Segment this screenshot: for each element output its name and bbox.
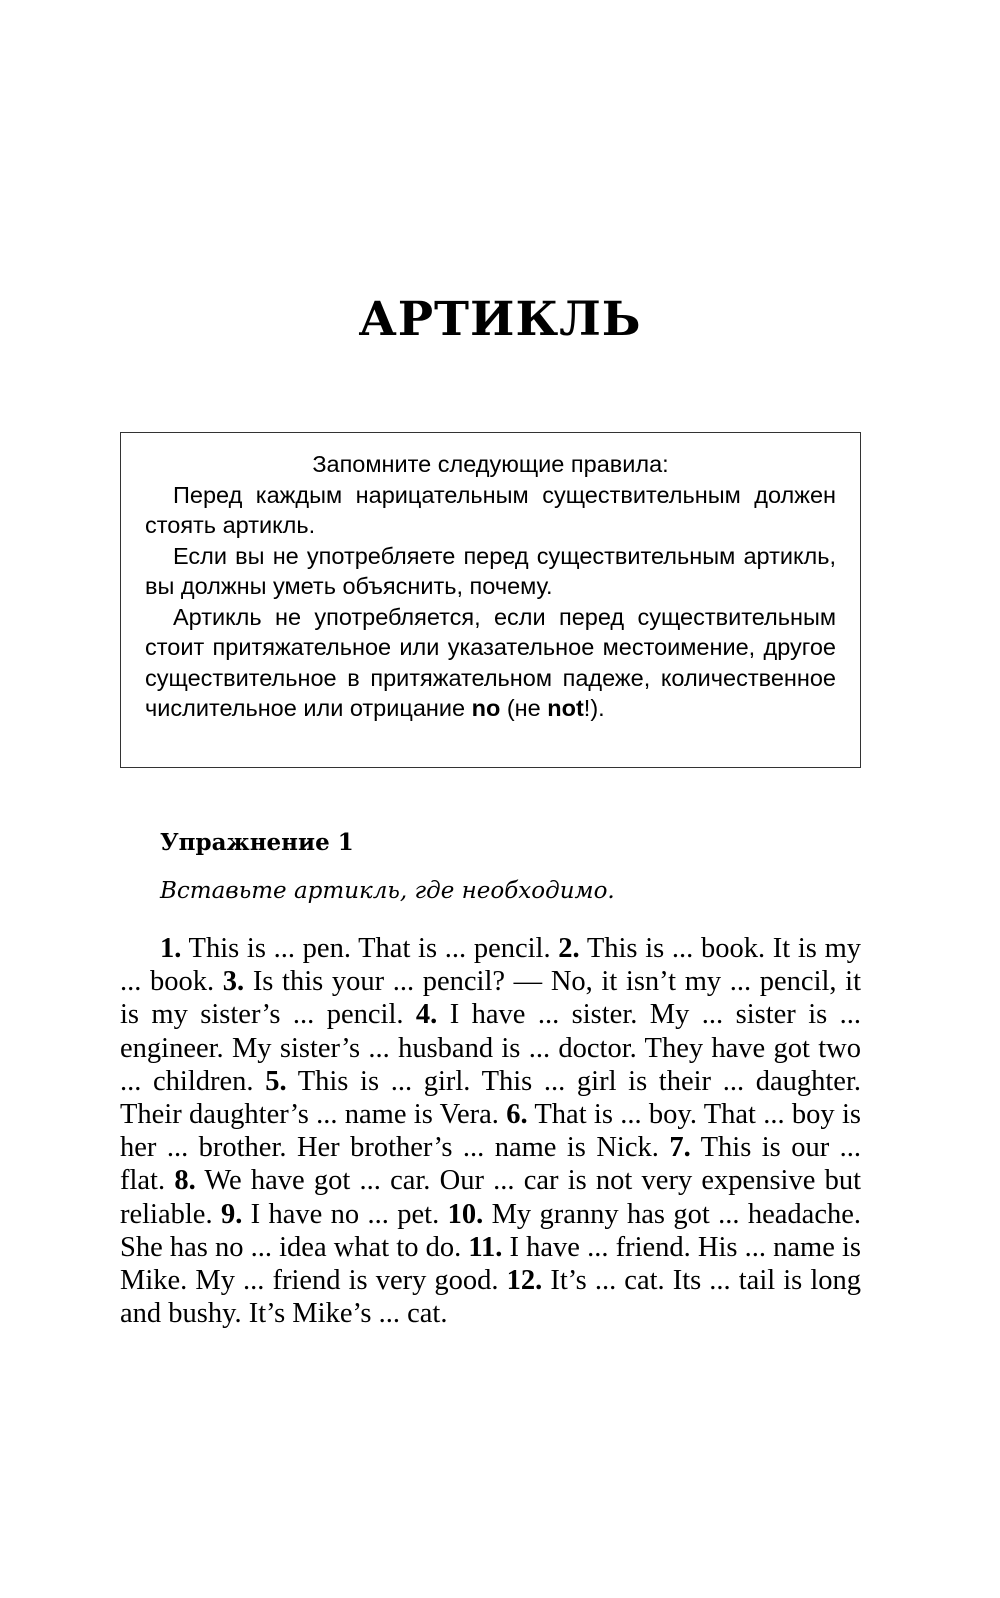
exercise-item-text: I have ... friend. His ... name is Mike. My ... friend is very good. (120, 1231, 861, 1297)
exercise-item-text: We have got ... car. Our ... car is not very expensive but reliable. (120, 1165, 861, 1230)
exercise-item-number: 4. (415, 999, 438, 1031)
exercise-item-number: 3. (222, 966, 245, 998)
rule-1: Перед каждым нарицательным существительным должен стоять артикль. (145, 481, 836, 538)
rule-3-text: Артикль не употребляется, если перед существительным стоит притяжательное или указательное местоимение, другое существительное в притяжательном падеже, количественное числительное или отрицание (145, 603, 836, 721)
exercise-item-number: 6. (506, 1099, 528, 1131)
rule-3 (145, 602, 836, 724)
exercise-item-number: 8. (174, 1165, 196, 1197)
chapter-title: АРТИКЛЬ (358, 292, 642, 347)
exercise-item-number: 12. (506, 1265, 543, 1297)
exercise-item-number: 7. (669, 1132, 691, 1164)
exercise-item-text: It’s ... cat. Its ... tail is long and bushy. It’s Mike’s ... cat. (120, 1265, 861, 1330)
exercise-item-number: 1. (160, 933, 182, 964)
exercise-item-number: 2. (558, 933, 580, 964)
exercise-item-number: 5. (265, 1065, 287, 1097)
rule-3-close: !). (583, 695, 605, 721)
rules-heading: Запомните следующие правила: (312, 451, 669, 477)
rule-3-open: (не (500, 695, 548, 721)
exercise-item-text: I have no ... pet. (242, 1198, 448, 1230)
exercise-item-text: I have ... sister. My ... sister is ... engineer. My sister’s ... husband is ... doctor. They have got two ... children. (120, 999, 861, 1097)
exercise-item-number: 10. (447, 1198, 484, 1230)
exercise-body (120, 932, 861, 1330)
exercise-title: Упражнение 1 (160, 829, 354, 856)
rule-3-no: no (471, 695, 501, 721)
exercise-item-text: Is this your ... pencil? — No, it isn’t my ... pencil, it is my sister’s ... pencil. (120, 966, 862, 1031)
exercise-item-text: This is ... girl. This ... girl is their ... daughter. Their daughter’s ... name is Vera. (120, 1065, 861, 1131)
rules-box (120, 432, 861, 768)
exercise-instruction: Вставьте артикль, где необходимо. (160, 878, 615, 904)
rule-3-not: not (547, 695, 584, 721)
exercise-item-text: My granny has got ... headache. She has no ... idea what to do. (120, 1198, 861, 1263)
exercise-item-text: This is our ... flat. (120, 1132, 862, 1197)
exercise-item-number: 11. (468, 1231, 503, 1263)
exercise-item-text: This is ... book. It is my ... book. (120, 933, 862, 998)
exercise-item-number: 9. (220, 1198, 243, 1230)
exercise-item-text: That is ... boy. That ... boy is her ... brother. Her brother’s ... name is Nick. (120, 1099, 861, 1164)
exercise-item-text: This is ... pen. That is ... pencil. (181, 933, 559, 964)
rule-2: Если вы не употребляете перед существительным артикль, вы должны уметь объяснить, почему. (145, 542, 836, 599)
